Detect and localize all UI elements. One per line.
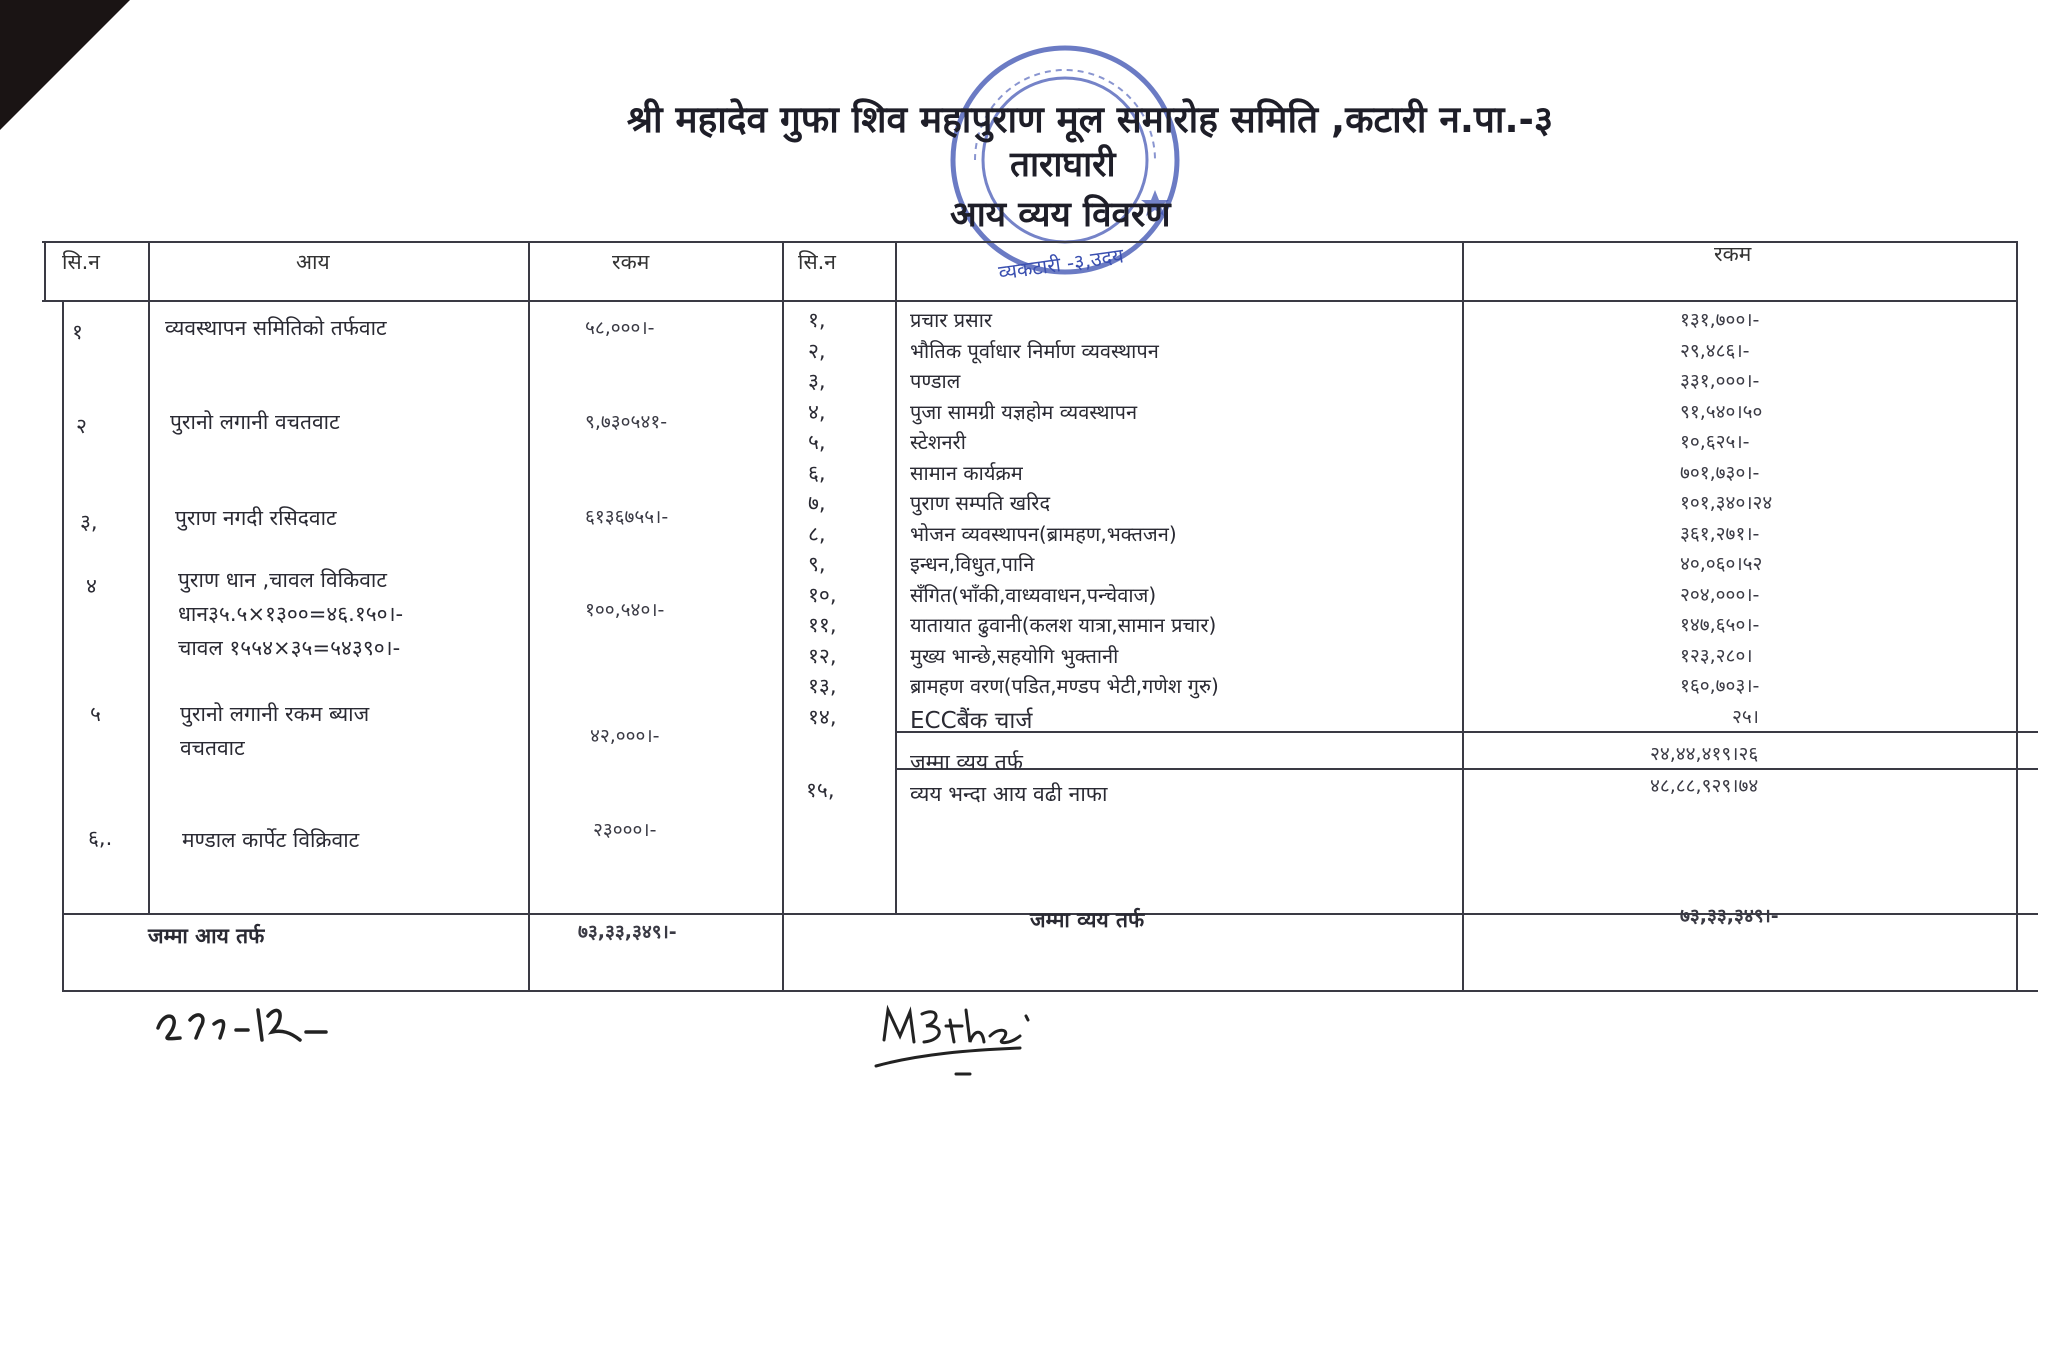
expense-desc: इन्धन,विधुत,पानि <box>910 552 1035 576</box>
expense-sn: ७, <box>808 491 826 515</box>
seal-text: व्यकटारी -३,उदय <box>997 243 1126 285</box>
expense-sn: १०, <box>808 582 837 607</box>
expense-desc: भौतिक पूर्वाधार निर्माण व्यवस्थापन <box>910 338 1159 363</box>
header-income: आय <box>296 250 330 274</box>
income-total-label: जम्मा आय तर्फ <box>148 924 265 948</box>
income-amount: २३०००।- <box>593 819 657 841</box>
expense-desc: ब्रामहण वरण(पडित,मण्डप भेटी,गणेश गुरु) <box>910 674 1219 698</box>
income-desc: पुरानो लगानी रकम ब्याज <box>180 702 370 726</box>
income-amount: ९,७३०५४१- <box>585 411 668 433</box>
expense-total-label: जम्मा व्यय तर्फ <box>1030 908 1145 932</box>
expense-amount: २५। <box>1732 705 1759 728</box>
expense-sn: ६, <box>808 460 826 485</box>
expense-sn: १४, <box>808 704 837 729</box>
handwritten-date-icon <box>150 980 340 1060</box>
expense-sn: ११, <box>808 613 837 637</box>
income-desc: पुरानो लगानी वचतवाट <box>170 410 340 434</box>
expense-sn: ५, <box>808 430 826 454</box>
expense-amount: १४७,६५०।- <box>1680 614 1760 636</box>
expense-desc: भोजन व्यवस्थापन(ब्रामहण,भक्तजन) <box>910 521 1177 546</box>
income-desc: मण्डाल कार्पेट विक्रिवाट <box>182 828 360 852</box>
header-amount-left: रकम <box>612 250 650 274</box>
expense-amount: २९,४८६।- <box>1680 339 1750 362</box>
profit-amount: ४८,८८,९२९।७४ <box>1650 775 1759 797</box>
left-border-top <box>44 241 46 301</box>
income-total-amount: ७३,३३,३४९।- <box>578 921 677 943</box>
expense-desc: सँगित(भाँकी,वाध्यवाधन,पन्चेवाज) <box>910 582 1157 607</box>
right-border <box>2016 241 2018 990</box>
income-sn: ४ <box>86 574 97 598</box>
income-sn: ५ <box>90 702 101 726</box>
expense-subtotal-bottom <box>895 768 2038 770</box>
expense-amount: ९१,५४०।५० <box>1680 400 1763 423</box>
expense-subtotal-label: जम्मा व्यय तर्फ <box>910 750 1023 774</box>
table-bottom-border <box>62 990 2038 992</box>
income-amount: ६१३६७५५।- <box>585 506 669 528</box>
statement-title: आय व्यय विवरण <box>950 195 1171 235</box>
expense-amount: ७०१,७३०।- <box>1680 461 1760 484</box>
expense-sn: ९, <box>808 552 826 576</box>
expense-amount: ४०,०६०।५२ <box>1680 553 1763 575</box>
expense-amount-divider <box>1462 241 1464 990</box>
expense-amount: १०१,३४०।२४ <box>1680 492 1773 514</box>
expense-subtotal-amount: २४,४४,४१९।२६ <box>1650 743 1759 765</box>
expense-sn-divider <box>895 241 897 913</box>
expense-sn: ३, <box>808 369 826 393</box>
income-desc: व्यवस्थापन समितिको तर्फवाट <box>165 316 387 340</box>
income-desc-line: धान३५.५×१३००=४६.१५०।- <box>178 602 404 626</box>
expense-amount: २०४,०००।- <box>1680 583 1760 606</box>
expense-sn: १२, <box>808 643 837 668</box>
income-sn: १ <box>72 320 83 344</box>
income-desc-line: चावल १५५४×३५=५४३९०।- <box>178 636 401 660</box>
income-desc-line: वचतवाट <box>180 736 245 760</box>
sn-col-divider <box>148 241 150 913</box>
document-title: श्री महादेव गुफा शिव महापुराण मूल समारोह समिति ,कटारी न.पा.-३ <box>626 98 1554 141</box>
expense-desc: सामान कार्यक्रम <box>910 460 1023 485</box>
expense-desc: पुराण सम्पति खरिद <box>910 491 1051 515</box>
expense-desc: स्टेशनरी <box>910 430 966 454</box>
income-amount: १००,५४०।- <box>585 599 665 621</box>
expense-desc: प्रचार प्रसार <box>910 308 993 332</box>
expense-sn: ४, <box>808 399 826 424</box>
expense-desc: पण्डाल <box>910 369 961 393</box>
scan-corner-shadow <box>0 0 130 130</box>
expense-desc: पुजा सामग्री यज्ञहोम व्यवस्थापन <box>910 399 1138 424</box>
expense-amount: ३६१,२७१।- <box>1680 522 1760 545</box>
income-desc: पुराण धान ,चावल विकिवाट <box>178 568 387 592</box>
expense-amount: १३१,७००।- <box>1680 309 1760 331</box>
header-amount-right: रकम <box>1714 242 1752 266</box>
expense-sn: १३, <box>808 674 837 698</box>
income-desc: पुराण नगदी रसिदवाट <box>175 506 337 530</box>
expense-amount: ३३१,०००।- <box>1680 370 1760 392</box>
header-bottom-border <box>42 300 2016 302</box>
expense-sn: २, <box>808 338 826 363</box>
profit-label: व्यय भन्दा आय वढी नाफा <box>910 782 1108 806</box>
left-border <box>62 300 64 990</box>
expense-amount: १०,६२५।- <box>1680 431 1750 453</box>
expense-desc: मुख्य भान्छे,सहयोगि भुक्तानी <box>910 643 1119 668</box>
place-name: ताराघारी <box>1010 145 1116 185</box>
header-sn-right: सि.न <box>798 250 836 274</box>
expense-total-amount: ७३,३३,३४९।- <box>1680 905 1779 927</box>
expense-desc: यातायात ढुवानी(कलश यात्रा,सामान प्रचार) <box>910 613 1217 637</box>
expense-sn: ८, <box>808 521 826 546</box>
expense-sn: १, <box>808 308 826 332</box>
income-amount: ४२,०००।- <box>590 725 660 747</box>
expense-amount: १६०,७०३।- <box>1680 675 1760 697</box>
amount-col-divider <box>782 241 784 990</box>
profit-sn: १५, <box>806 778 835 802</box>
income-sn: २ <box>76 414 87 438</box>
income-sn: ३, <box>80 510 98 534</box>
income-amount: ५८,०००।- <box>585 317 655 339</box>
income-sn: ६,. <box>88 826 113 850</box>
expense-subtotal-top <box>895 731 2038 733</box>
expense-desc: ECCबैंक चार्ज <box>910 707 1033 734</box>
handwritten-signature-icon <box>870 990 1040 1090</box>
expense-amount: १२३,२८०। <box>1680 644 1753 667</box>
header-sn-left: सि.न <box>62 250 100 274</box>
income-col-divider <box>528 241 530 990</box>
